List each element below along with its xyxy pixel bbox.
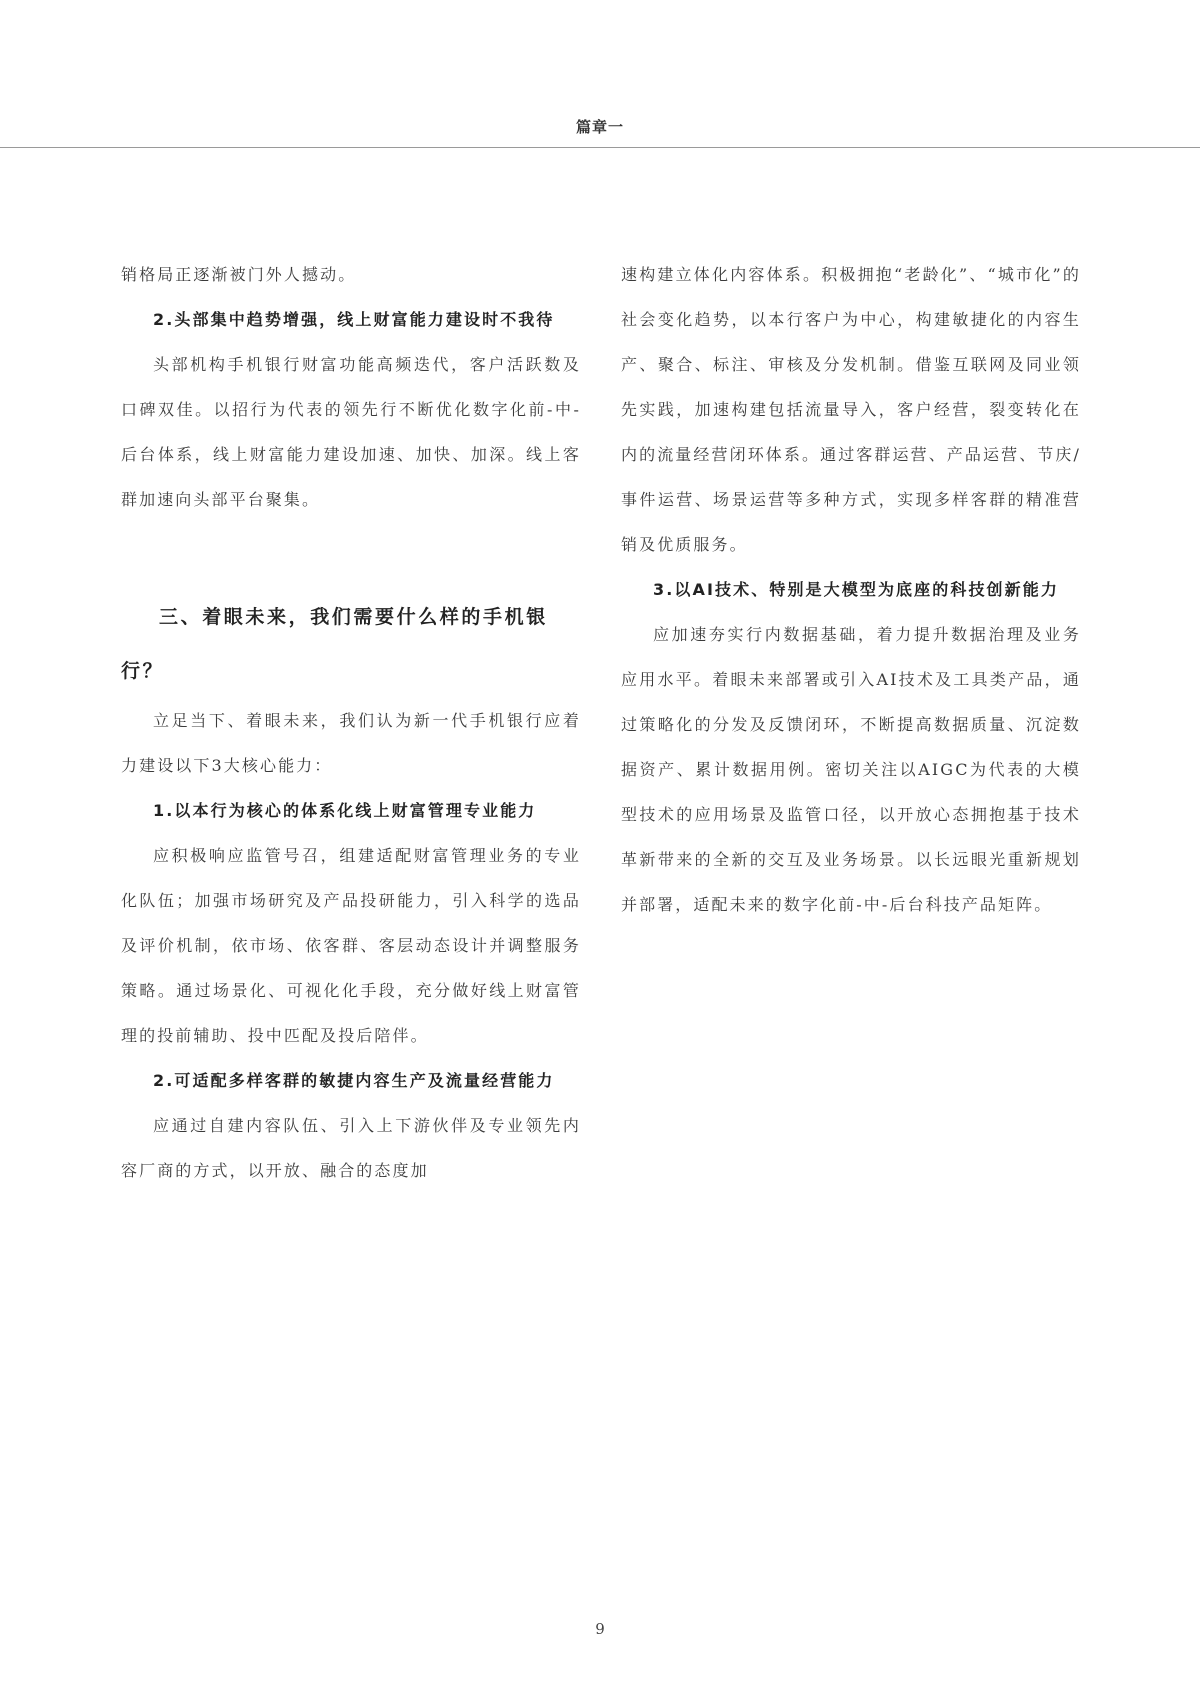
right-text-column — [621, 252, 1081, 927]
paragraph-section-intro: 立足当下、着眼未来，我们认为新一代手机银行应着力建设以下3大核心能力： — [121, 711, 581, 775]
capability-1-body: 应积极响应监管号召，组建适配财富管理业务的专业化队伍；加强市场研究及产品投研能力，引入科学的选品及评价机制，依市场、依客群、客层动态设计并调整服务策略。通过场景化、可视化化手段，充分做好线上财富管理的投前辅助、投中匹配及投后陪伴。 — [121, 846, 581, 1045]
continuation-paragraph: 销格局正逐渐被门外人撼动。 — [121, 265, 357, 284]
header-divider — [0, 147, 1200, 148]
capability-2-heading: 2.可适配多样客群的敏捷内容生产及流量经营能力 — [153, 1071, 555, 1090]
capability-2-body-continued: 速构建立体化内容体系。积极拥抱“老龄化”、“城市化”的社会变化趋势，以本行客户为中心，构建敏捷化的内容生产、聚合、标注、审核及分发机制。借鉴互联网及同业领先实践，加速构建包括流量导入，客户经营，裂变转化在内的流量经营闭环体系。通过客群运营、产品运营、节庆/事件运营、场景运营等多种方式，实现多样客群的精准营销及优质服务。 — [621, 265, 1081, 554]
paragraph-head-institutions: 头部机构手机银行财富功能高频迭代，客户活跃数及口碑双佳。以招行为代表的领先行不断优化数字化前-中-后台体系，线上财富能力建设加速、加快、加深。线上客群加速向头部平台聚集。 — [121, 355, 581, 509]
left-text-column — [121, 252, 581, 1193]
subheading-head-concentration: 2.头部集中趋势增强，线上财富能力建设时不我待 — [153, 310, 555, 329]
capability-1-heading: 1.以本行为核心的体系化线上财富管理专业能力 — [153, 801, 537, 820]
capability-3-heading: 3.以AI技术、特别是大模型为底座的科技创新能力 — [653, 580, 1059, 599]
capability-3-body: 应加速夯实行内数据基础，着力提升数据治理及业务应用水平。着眼未来部署或引入AI技术及工具类产品，通过策略化的分发及反馈闭环，不断提高数据质量、沉淀数据资产、累计数据用例。密切关注以AIGC为代表的大模型技术的应用场景及监管口径，以开放心态拥抱基于技术革新带来的全新的交互及业务场景。以长远眼光重新规划并部署，适配未来的数字化前-中-后台科技产品矩阵。 — [621, 625, 1081, 914]
section-heading-future-mobile-bank: 三、着眼未来，我们需要什么样的手机银行？ — [121, 606, 548, 682]
running-header-title: 篇章一 — [575, 118, 624, 136]
page-number: 9 — [595, 1620, 605, 1638]
capability-2-body-start: 应通过自建内容队伍、引入上下游伙伴及专业领先内容厂商的方式，以开放、融合的态度加 — [121, 1116, 581, 1180]
